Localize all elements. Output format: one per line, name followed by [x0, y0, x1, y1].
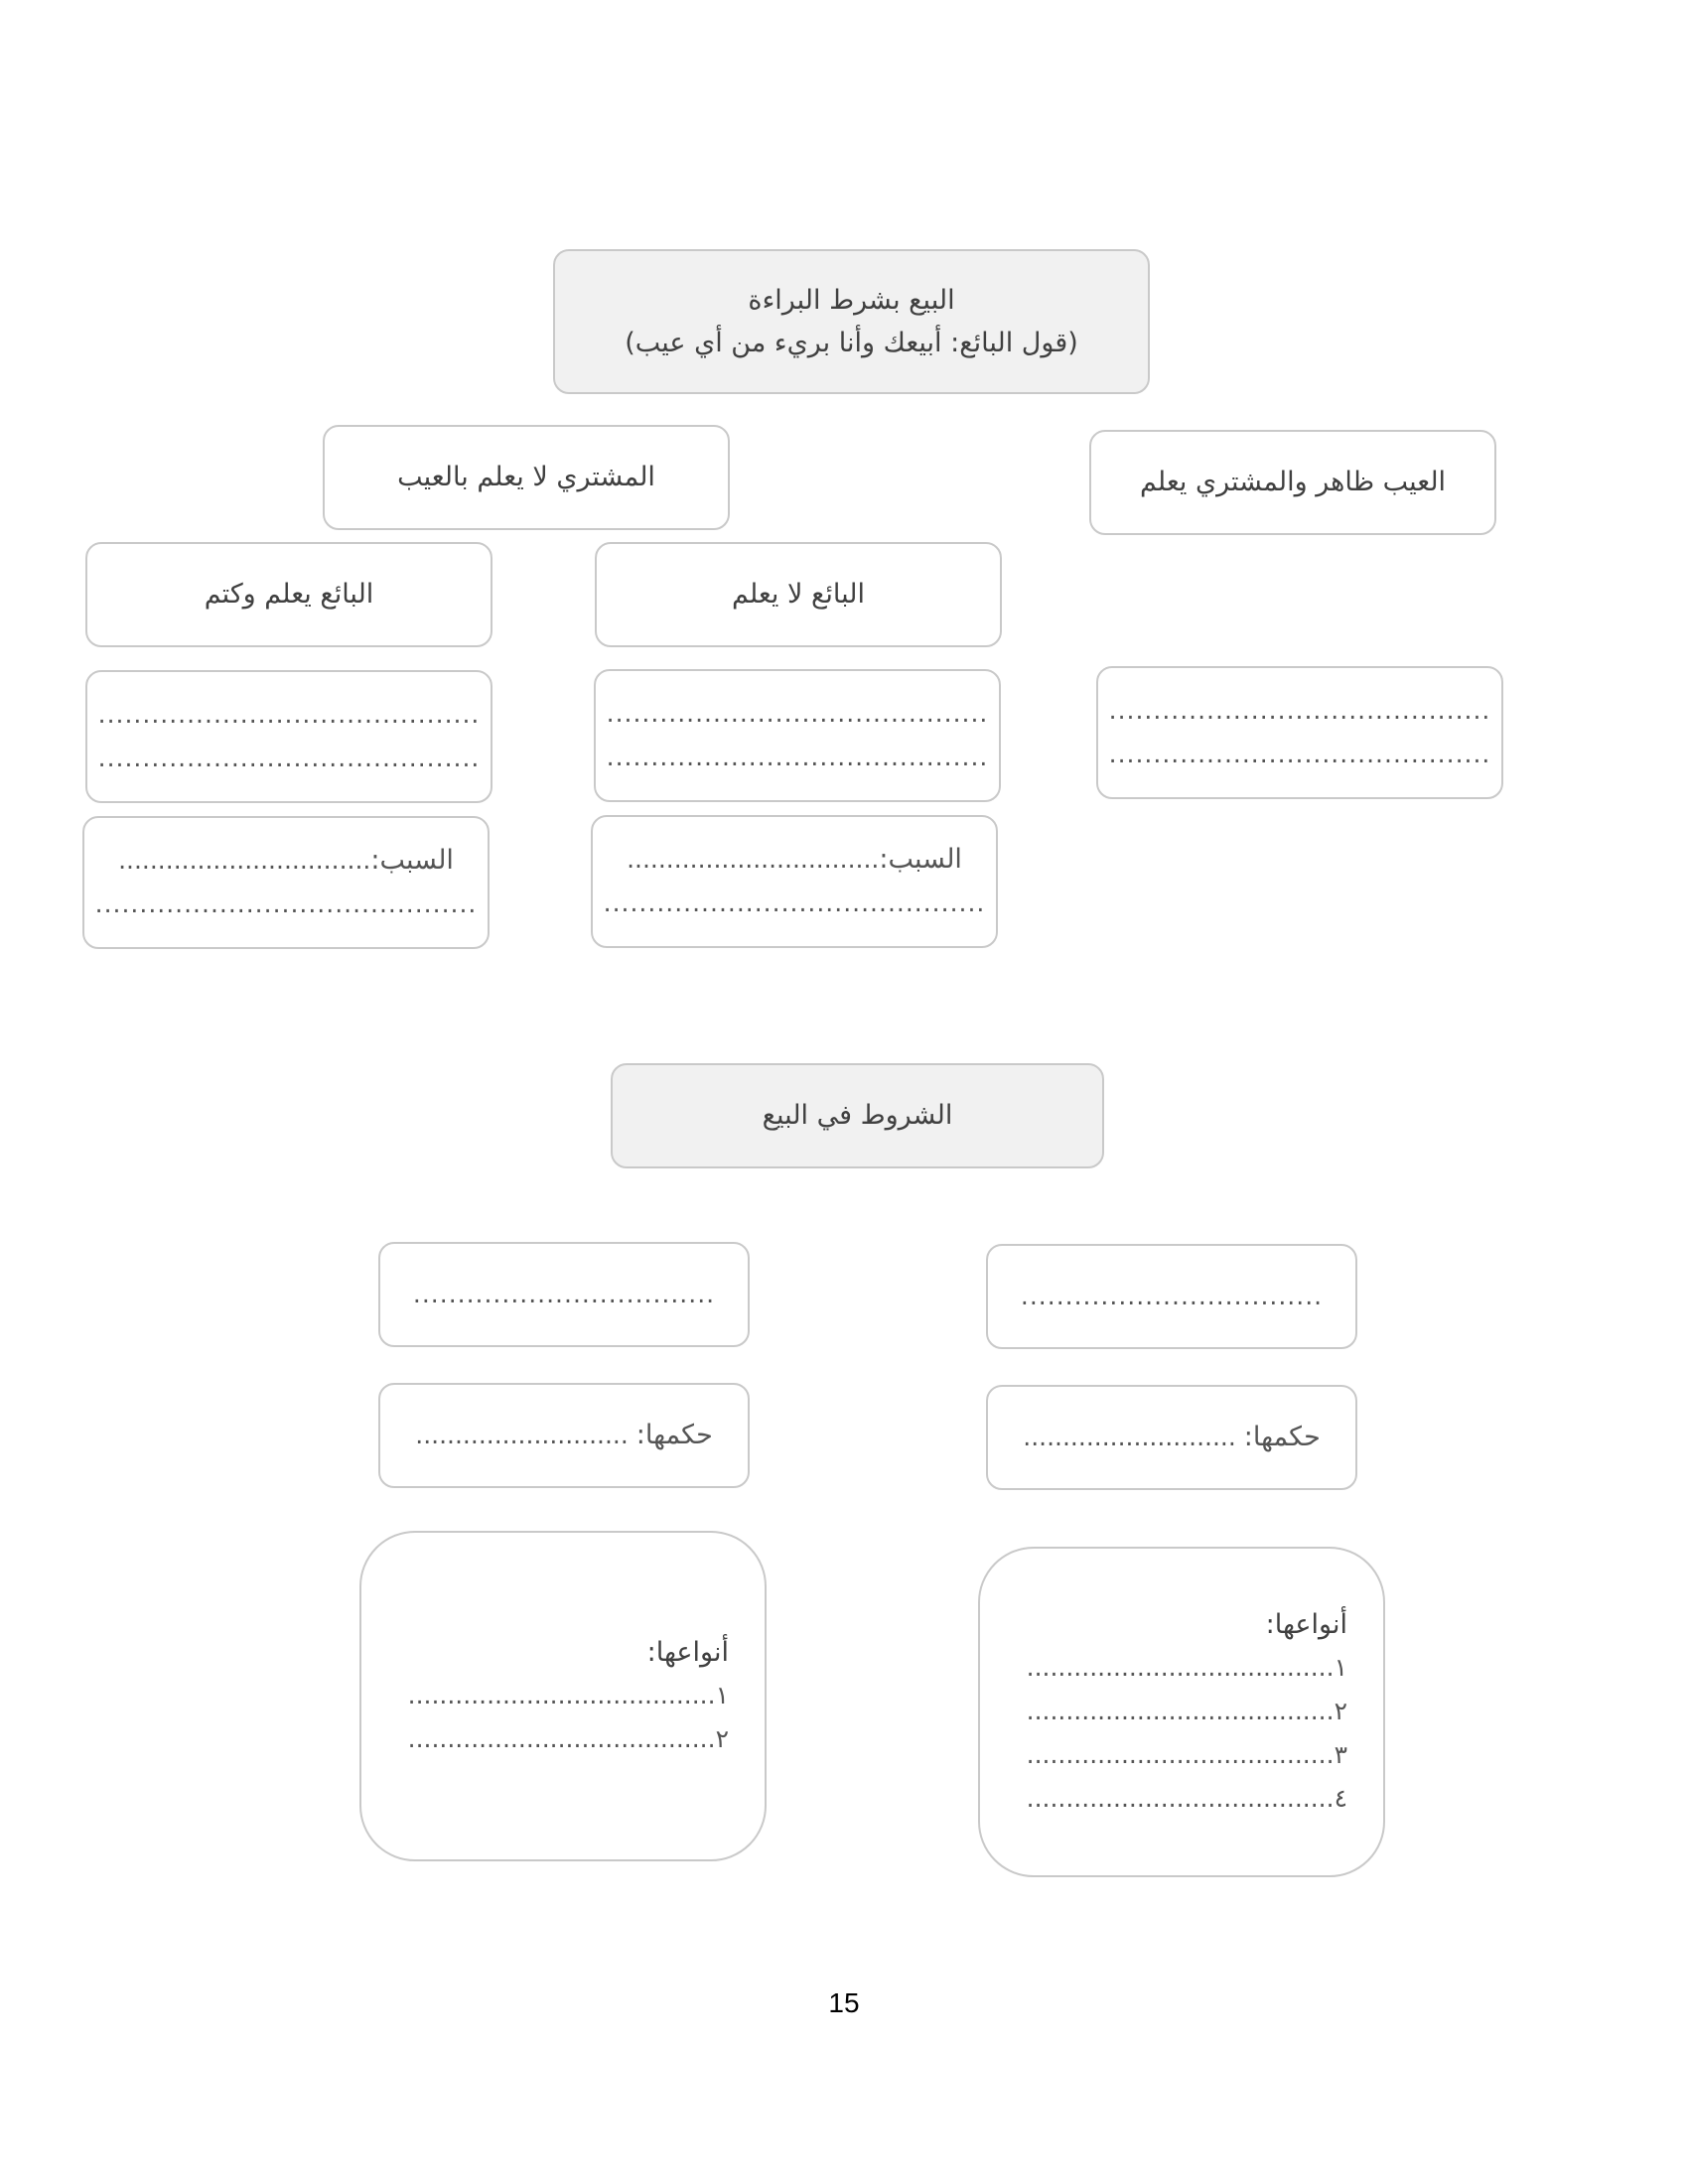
sale-conditions-title-box	[611, 1063, 1104, 1168]
type-item	[397, 1717, 729, 1761]
reason-label: السبب:	[370, 845, 454, 876]
ruling-box-right	[986, 1385, 1357, 1490]
seller-unaware-box	[595, 542, 1002, 647]
answer-box-seller-unaware	[594, 669, 1001, 802]
answer-line: ...........................................	[97, 744, 481, 772]
type-item	[1016, 1777, 1347, 1821]
type-number: ٣	[1334, 1740, 1347, 1770]
types-label: أنواعها:	[1265, 1608, 1347, 1640]
type-dots: .......................................	[407, 1681, 716, 1710]
type-item	[1016, 1646, 1347, 1690]
answer-line: ...........................................	[97, 700, 481, 729]
type-number: ٤	[1334, 1784, 1347, 1814]
defect-visible-box	[1089, 430, 1496, 535]
seller-unaware-label: البائع لا يعلم	[732, 579, 865, 611]
answer-box-seller-knew	[85, 670, 492, 803]
buyer-unaware-label: المشتري لا يعلم بالعيب	[397, 462, 655, 493]
seller-knew-hid-label: البائع يعلم وكتم	[204, 579, 374, 611]
ruling-dots: ...........................	[415, 1421, 629, 1449]
answer-line: ...........................................	[606, 699, 989, 728]
reason-dots: ................................	[627, 845, 880, 874]
ruling-label: حكمها:	[1243, 1422, 1321, 1452]
condition-blank-left	[378, 1242, 750, 1347]
type-dots: .......................................	[407, 1724, 716, 1754]
reason-box-seller-knew	[82, 816, 490, 949]
type-number: ٢	[715, 1724, 729, 1754]
type-dots: .......................................	[1026, 1697, 1335, 1726]
answer-box-defect-visible	[1096, 666, 1503, 799]
type-dots: .......................................	[1026, 1740, 1335, 1770]
ruling-dots: ...........................	[1023, 1423, 1236, 1451]
types-label: أنواعها:	[646, 1636, 729, 1668]
type-dots: .......................................	[1026, 1653, 1335, 1683]
reason-line: ...........................................	[603, 888, 986, 917]
ruling-label: حكمها:	[635, 1420, 713, 1450]
type-number: ٢	[1334, 1697, 1347, 1726]
defect-visible-label: العيب ظاهر والمشتري يعلم	[1139, 467, 1447, 498]
sale-conditions-title: الشروط في البيع	[762, 1100, 953, 1132]
answer-line: ...........................................	[606, 743, 989, 771]
type-number: ١	[715, 1681, 729, 1710]
ruling-row	[1023, 1416, 1321, 1459]
ruling-row	[415, 1414, 713, 1457]
types-box-left	[359, 1531, 767, 1861]
reason-line: ...........................................	[94, 889, 478, 918]
types-box-right	[978, 1547, 1385, 1877]
page-number: 15	[828, 1987, 860, 2018]
reason-dots: ................................	[118, 846, 371, 875]
answer-line: ...........................................	[1108, 740, 1491, 768]
type-dots: .......................................	[1026, 1784, 1335, 1814]
reason-row	[627, 838, 962, 882]
type-item	[1016, 1733, 1347, 1777]
type-item	[1016, 1690, 1347, 1733]
reason-box-seller-unaware	[591, 815, 998, 948]
reason-label: السبب:	[879, 844, 962, 875]
condition-blank-right	[986, 1244, 1357, 1349]
condition-blank: ..................................	[412, 1280, 716, 1308]
ruling-box-left	[378, 1383, 750, 1488]
condition-blank: ..................................	[1020, 1282, 1324, 1310]
answer-line: ...........................................	[1108, 696, 1491, 725]
buyer-unaware-box	[323, 425, 730, 530]
type-item	[397, 1674, 729, 1717]
type-number: ١	[1334, 1653, 1347, 1683]
bara-title: البيع بشرط البراءة	[748, 284, 955, 316]
bara-subtitle: (قول البائع: أبيعك وأنا بريء من أي عيب)	[625, 328, 1078, 358]
bara-condition-title-box	[553, 249, 1150, 394]
reason-row	[118, 839, 454, 883]
seller-knew-hid-box	[85, 542, 492, 647]
